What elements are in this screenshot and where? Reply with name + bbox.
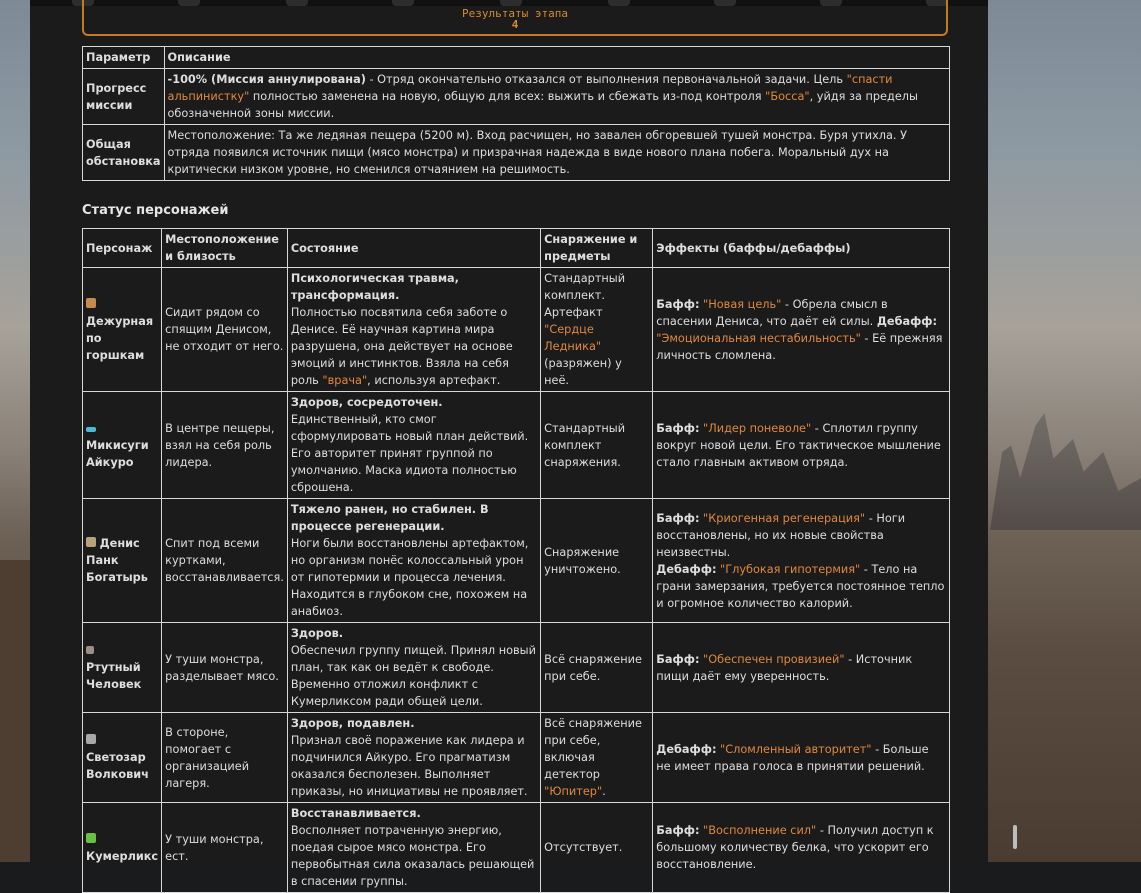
gear-cell: Всё снаряжение при себе, включая детектор "Юпитер". (541, 713, 653, 803)
chat-message-panel (30, 0, 988, 888)
table-row (83, 623, 950, 713)
characters-table (82, 228, 950, 893)
effects-cell: Бафф: "Криогенная регенерация" - Ноги восстановлены, но их новые свойства неизвестны. Дебафф: "Глубокая гипотермия" - Тело на грани замерзания, требуется постоянное тепло и огромное количество калорий. (653, 499, 950, 623)
gear-cell: Отсутствует. (541, 803, 653, 893)
location-cell: Сидит рядом со спящим Денисом, не отходит от него. (162, 268, 288, 392)
state-cell: Здоров, подавлен. Признал своё поражение как лидера и подчинился Айкуро. Его прагматизм оказался бесполезен. Выполняет приказы, но инициативы не проявляет. (287, 713, 540, 803)
background-ground (0, 560, 30, 862)
gear-cell: Всё снаряжение при себе. (541, 623, 653, 713)
character-cell: Светозар Волкович (83, 713, 162, 803)
param-name: Прогресс миссии (83, 69, 165, 125)
param-description: Местоположение: Та же ледяная пещера (5200 м). Вход расчищен, но завален обгоревшей тушей монстра. Буря утихла. У отряда появился источник пищи (мясо монстра) и призрачная надежда в виде нового плана побега. Моральный дух на критически низком уровне, но сменился отчаянием на решимость. (164, 125, 949, 181)
effects-cell: Бафф: "Новая цель" - Обрела смысл в спасении Дениса, что даёт ей силы. Дебафф: "Эмоциональная нестабильность" - Её прежняя личность сломлена. (653, 268, 950, 392)
location-cell: У туши монстра, разделывает мясо. (162, 623, 288, 713)
column-header: Описание (164, 47, 949, 69)
gear-cell: Стандартный комплект снаряжения. (541, 392, 653, 499)
location-cell: Спит под всеми куртками, восстанавливается. (162, 499, 288, 623)
hammer-wrench-icon (86, 537, 96, 547)
column-header: Параметр (83, 47, 165, 69)
table-header-row (83, 47, 950, 69)
effects-cell: Дебафф: "Сломленный авторитет" - Больше не имеет права голоса в принятии решений. (653, 713, 950, 803)
stage-results-title: Результаты этапа (462, 7, 568, 20)
section-title: Статус персонажей (82, 203, 229, 218)
params-table (82, 46, 950, 181)
stage-results-box (82, 0, 948, 36)
effects-cell: Бафф: "Лидер поневоле" - Сплотил группу вокруг новой цели. Его тактическое мышление стало главным активом отряда. (653, 392, 950, 499)
character-cell: Денис Панк Богатырь (83, 499, 162, 623)
woman-cook-icon (86, 298, 96, 308)
gear-cell: Стандартный комплект. Артефакт "Сердце Ледника" (разряжен) у неё. (541, 268, 653, 392)
wolf-icon (86, 734, 96, 744)
column-header: Персонаж (83, 229, 162, 268)
character-cell: Дежурная по горшкам (83, 268, 162, 392)
column-header: Эффекты (баффы/дебаффы) (653, 229, 950, 268)
glasses-icon (86, 427, 96, 432)
character-cell: Микисуги Айкуро (83, 392, 162, 499)
column-header: Снаряжение и предметы (541, 229, 653, 268)
table-row (83, 499, 950, 623)
scrollbar-thumb[interactable] (1013, 825, 1017, 849)
effects-cell: Бафф: "Восполнение сил" - Получил доступ к большому количеству белка, что ускорит его восстановление. (653, 803, 950, 893)
param-description: -100% (Миссия аннулирована) - Отряд окончательно отказался от выполнения первоначальной задачи. Цель "спасти альпинистку" полностью заменена на новую, общую для всех: выжить и сбежать из-под контроля "Босса", уйдя за пределы обозначенной зоны миссии. (164, 69, 949, 125)
lizard-icon (86, 833, 96, 843)
column-header: Местоположение и близость (162, 229, 288, 268)
table-row (83, 803, 950, 893)
table-row (83, 268, 950, 392)
location-cell: У туши монстра, ест. (162, 803, 288, 893)
stage-results-number: 4 (511, 18, 519, 31)
gear-cell: Снаряжение уничтожено. (541, 499, 653, 623)
state-cell: Восстанавливается. Восполняет потраченную энергию, поедая сырое мясо монстра. Его первобытная сила оказалась решающей в спасении группы. (287, 803, 540, 893)
state-cell: Здоров. Обеспечил группу пищей. Принял новый план, так как он ведёт к свободе. Временно отложил конфликт с Кумерликсом ради общей цели. (287, 623, 540, 713)
location-cell: В центре пещеры, взял на себя роль лидера. (162, 392, 288, 499)
column-header: Состояние (287, 229, 540, 268)
table-row (83, 713, 950, 803)
table-row (83, 69, 950, 125)
character-cell: Кумерликс (83, 803, 162, 893)
table-header-row (83, 229, 950, 268)
state-cell: Психологическая травма, трансформация. Полностью посвятила себя заботе о Денисе. Её научная картина мира разрушена, она действует на основе эмоций и инстинктов. Взяла на себя роль "врача", используя артефакт. (287, 268, 540, 392)
effects-cell: Бафф: "Обеспечен провизией" - Источник пищи даёт ему уверенность. (653, 623, 950, 713)
character-cell: Ртутный Человек (83, 623, 162, 713)
table-row (83, 125, 950, 181)
table-row (83, 392, 950, 499)
knife-icon (86, 646, 94, 654)
state-cell: Тяжело ранен, но стабилен. В процессе регенерации. Ноги были восстановлены артефактом, но организм понёс колоссальный урон от гипотермии и процесса лечения. Находится в глубоком сне, похожем на анабиоз. (287, 499, 540, 623)
location-cell: В стороне, помогает с организацией лагеря. (162, 713, 288, 803)
state-cell: Здоров, сосредоточен. Единственный, кто смог сформулировать новый план действий. Его авторитет принят группой по умолчанию. Маска идиота полностью сброшена. (287, 392, 540, 499)
param-name: Общая обстановка (83, 125, 165, 181)
